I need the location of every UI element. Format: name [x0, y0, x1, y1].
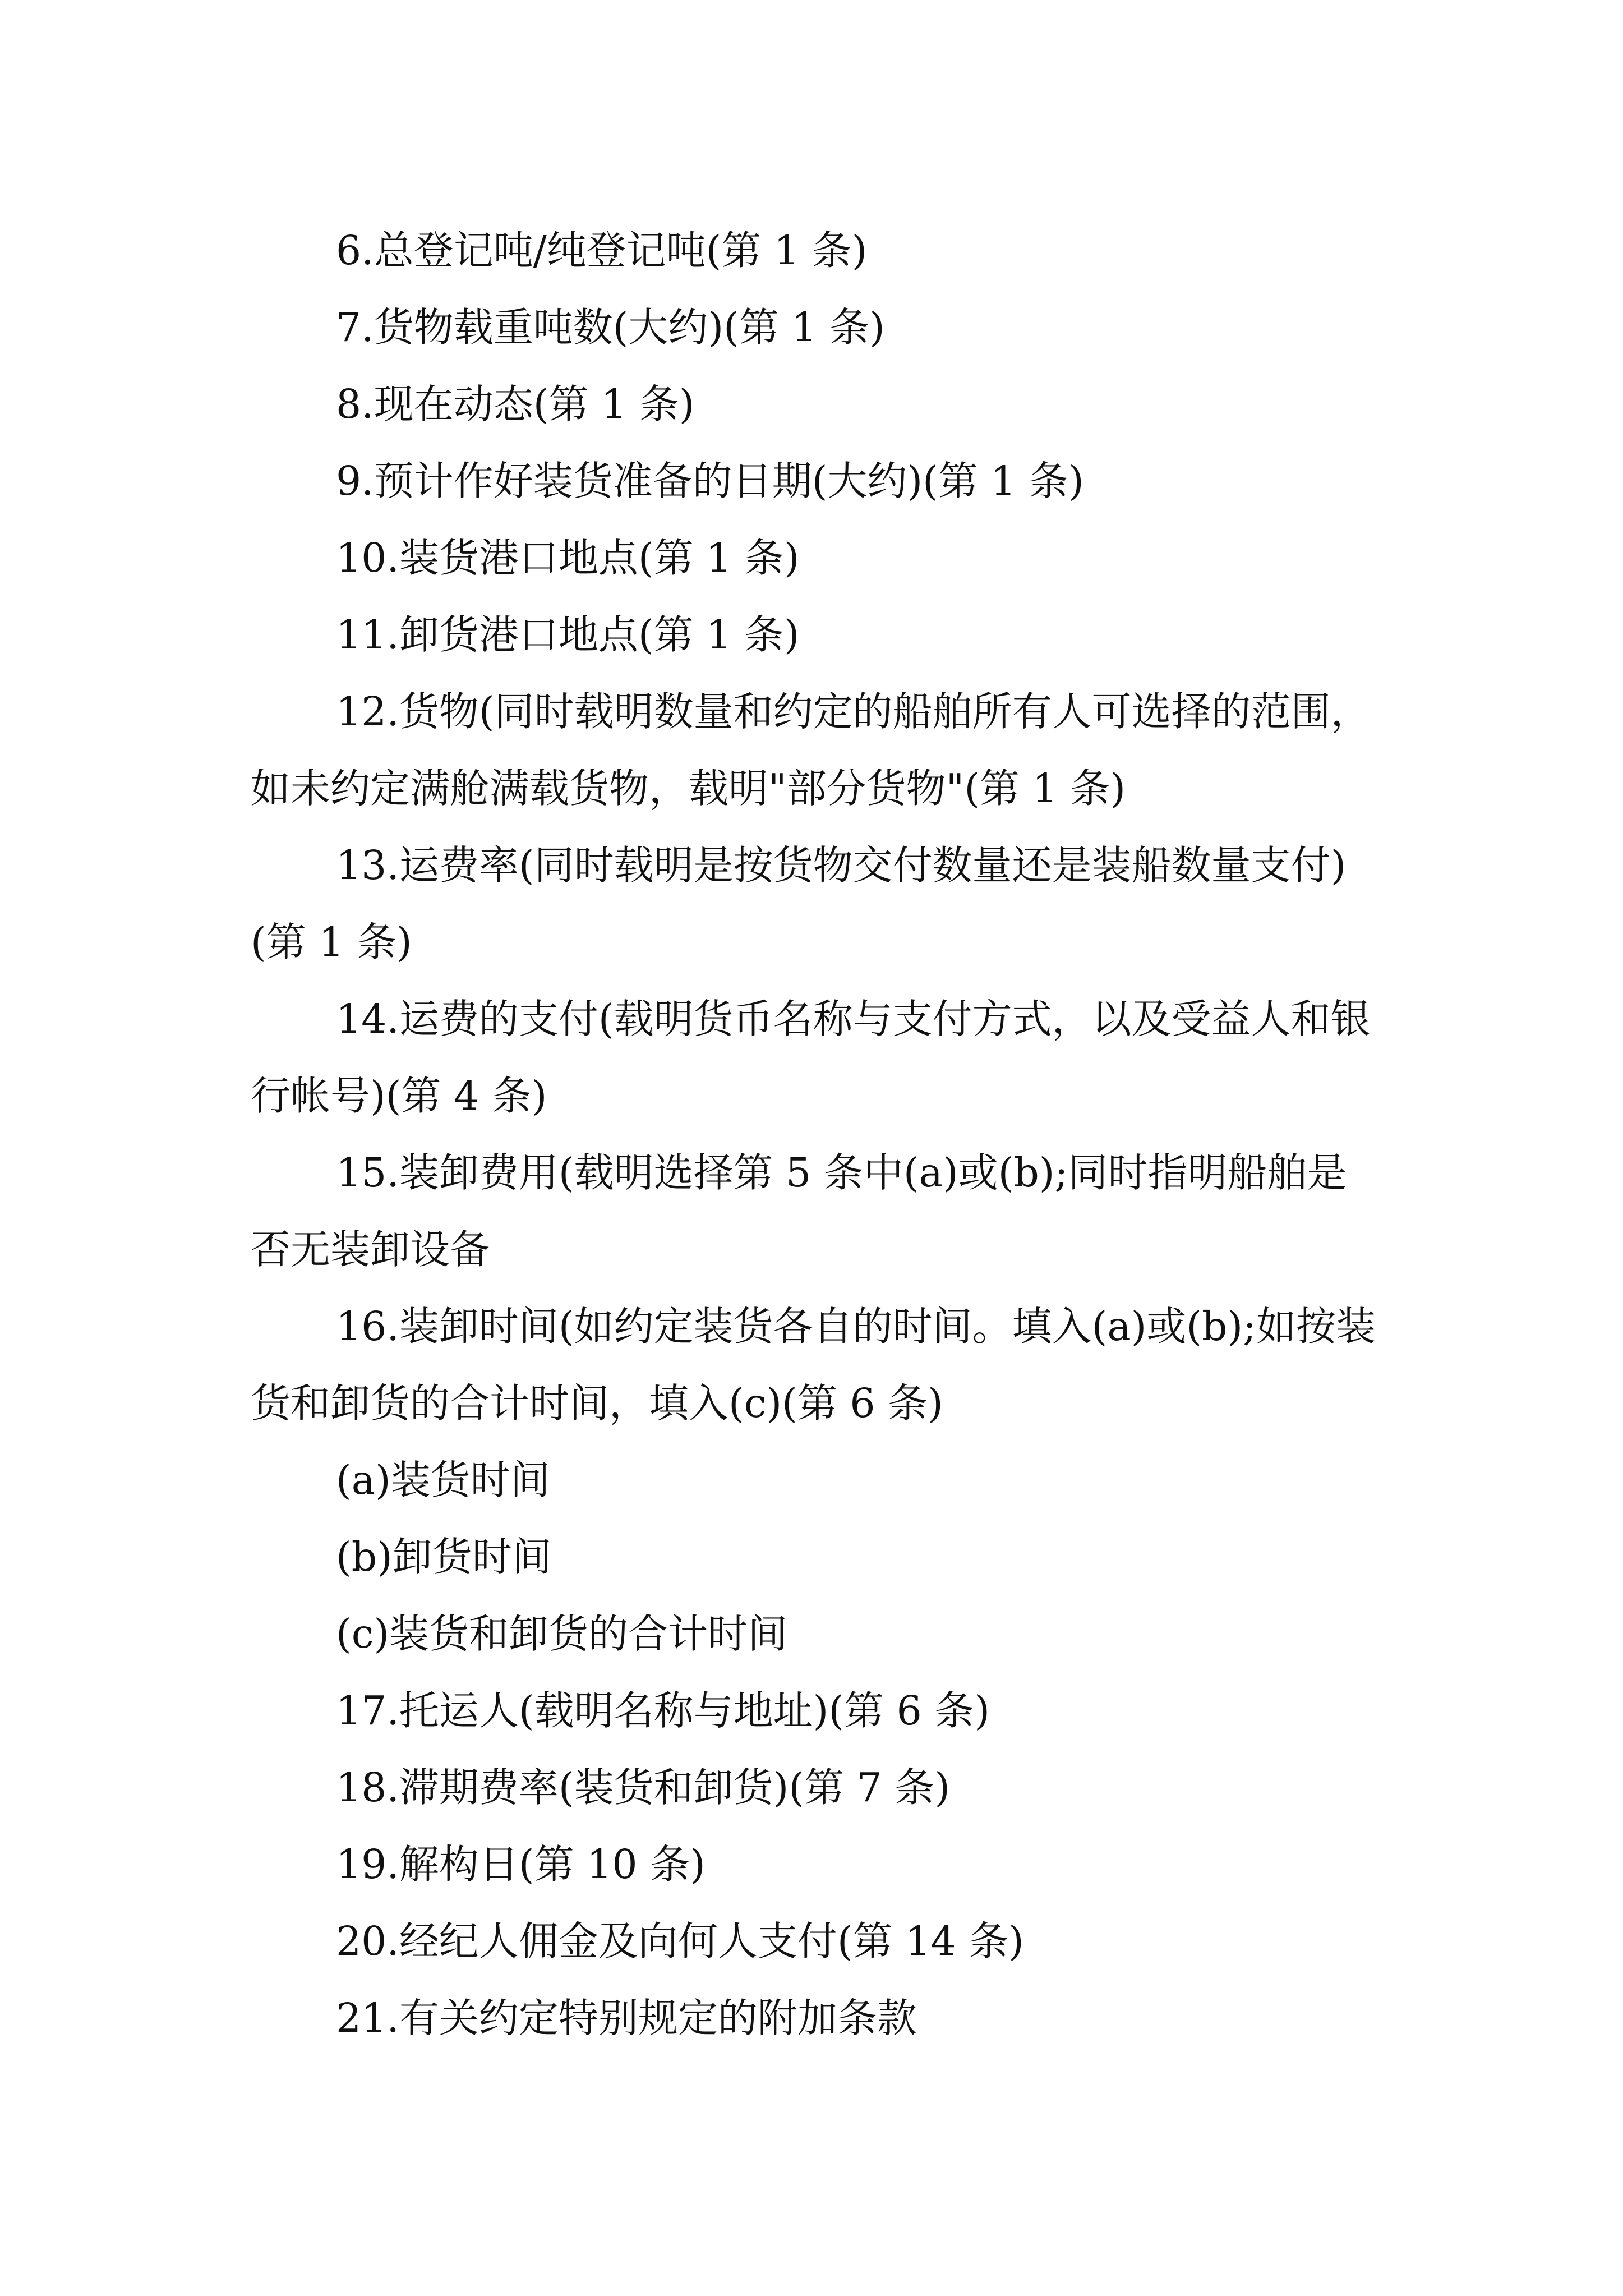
- clause-17-shippers: 17.托运人(载明名称与地址)(第 6 条): [336, 1687, 990, 1734]
- clause-16-laytime: 16.装卸时间(如约定装货各自的时间。填入(a)或(b);如按装货和卸货的合计时间，填入(c)(第 6 条): [251, 1303, 1376, 1427]
- clause-16c-total-time: (c)装货和卸货的合计时间: [336, 1611, 788, 1657]
- clause-13-freight-rate: 13.运费率(同时载明是按货物交付数量还是装船数量支付)(第 1 条): [251, 842, 1347, 965]
- clause-12-cargo: 12.货物(同时载明数量和约定的船舶所有人可选择的范围，如未约定满舱满载货物，载明"部分货物"(第 1 条): [251, 688, 1371, 812]
- clause-8-present-position: 8.现在动态(第 1 条): [336, 381, 695, 427]
- clause-6-gross-net-tonnage: 6.总登记吨/纯登记吨(第 1 条): [336, 227, 868, 274]
- clause-16b-discharging-time: (b)卸货时间: [336, 1534, 552, 1580]
- document-body: [251, 212, 1378, 2056]
- clause-20-brokerage-commission: 20.经纪人佣金及向何人支付(第 14 条): [336, 1918, 1024, 1964]
- clause-21-additional-clauses: 21.有关约定特别规定的附加条款: [336, 1995, 917, 2041]
- clause-14-freight-payment: 14.运费的支付(载明货币名称与支付方式，以及受益人和银行帐号)(第 4 条): [251, 996, 1371, 1119]
- clause-16a-loading-time: (a)装货时间: [336, 1457, 550, 1503]
- clause-10-loading-port: 10.装货港口地点(第 1 条): [336, 535, 800, 581]
- clause-7-deadweight: 7.货物载重吨数(大约)(第 1 条): [336, 304, 885, 351]
- clause-11-discharging-port: 11.卸货港口地点(第 1 条): [336, 611, 800, 658]
- clause-9-expected-ready-date: 9.预计作好装货准备的日期(大约)(第 1 条): [336, 458, 1084, 504]
- clause-19-cancelling-date: 19.解构日(第 10 条): [336, 1841, 706, 1888]
- clause-18-demurrage-rate: 18.滞期费率(装货和卸货)(第 7 条): [336, 1764, 951, 1811]
- clause-15-loading-discharging-costs: 15.装卸费用(载明选择第 5 条中(a)或(b);同时指明船舶是否无装卸设备: [251, 1149, 1347, 1273]
